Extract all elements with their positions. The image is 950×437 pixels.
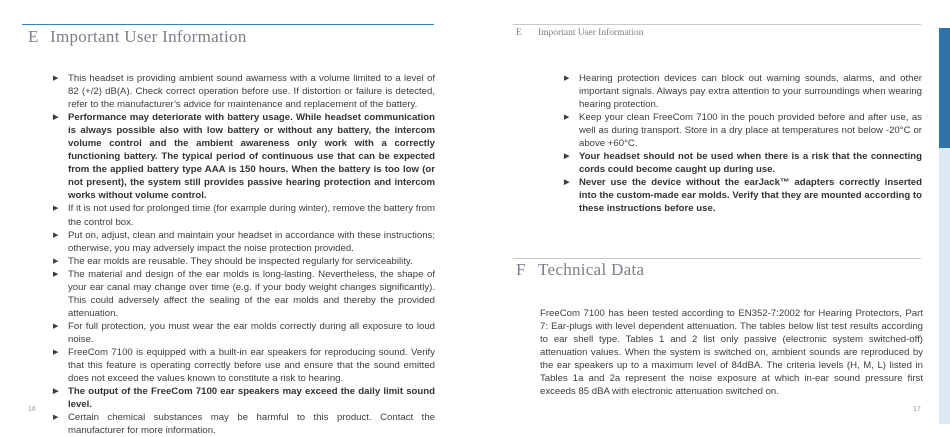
bullet-icon: ▶	[564, 179, 570, 187]
list-item-text: The output of the FreeCom 7100 ear speakers may exceed the daily limit sound level.	[68, 386, 435, 411]
bullet-icon: ▶	[53, 205, 59, 213]
section-heading-f	[516, 260, 644, 280]
list-item-text: FreeCom 7100 is equipped with a built-in ear speakers for reproducing sound. Verify that this feature is operating correctly before use and ensure that the sound emitted does not exceed the values known to constitute a risk to hearing.	[68, 346, 435, 385]
list-item	[564, 72, 922, 111]
tech-title: Technical Data	[538, 260, 645, 279]
list-item-text: The material and design of the ear molds is long-lasting. Nevertheless, the shape of your ear canal may change over time (e.g. if your body weight changes significantly). This could adversely affect the sealing of the ear molds and thereby the provided attenuation.	[68, 268, 435, 319]
bullet-icon: ▶	[564, 114, 570, 122]
header-rule	[513, 24, 921, 25]
list-item-text: Keep your clean FreeCom 7100 in the pouch provided before and after use, as well as during transport. Store in a dry place at temperatures not below -20°C or above +60°C.	[579, 112, 922, 150]
page-number-right: 17	[913, 406, 921, 413]
bullet-icon: ▶	[53, 388, 59, 396]
header-letter: E	[516, 28, 522, 38]
tech-letter: F	[516, 260, 526, 279]
list-item-text: For full protection, you must wear the ear molds correctly during all exposure to loud noise.	[68, 320, 435, 345]
list-item-text: The ear molds are reusable. They should be inspected regularly for serviceability.	[68, 255, 413, 267]
list-item	[53, 111, 435, 202]
list-item-text: Hearing protection devices can block out warning sounds, alarms, and other important signals. Always pay extra attention to your surroundings when wearing hearing protection.	[579, 73, 922, 111]
list-item	[53, 229, 435, 255]
list-item	[53, 202, 435, 228]
bullet-icon: ▶	[53, 231, 59, 239]
list-item	[53, 268, 435, 320]
section-title: Important User Information	[50, 27, 247, 46]
chapter-tab-active	[939, 28, 950, 148]
list-item-text: Certain chemical substances may be harmful to this product. Contact the manufacturer for more information.	[68, 412, 435, 437]
bullet-icon: ▶	[564, 75, 570, 82]
list-item	[53, 255, 435, 268]
technical-paragraph: FreeCom 7100 has been tested according to EN352-7:2002 for Hearing Protectors, Part 7: Ear-plugs with level dependent attenuation. The tables below list test results according to ear shell type. Tables 1 and 2 list only passive (electronic system switched-off) attenuation values. When the system is switched on, ambient sounds are reproduced by the ear speakers up to a maximum level of 84dBA. The criteria levels (H, M, L) listed in Tables 1a and 2a represent the noise exposure at which in-ear sound pressure first exceeds 85 dBA with electronic attenuation switched on.	[540, 308, 923, 398]
bullet-icon: ▶	[53, 114, 59, 122]
chapter-tab-background	[939, 148, 950, 424]
list-item-text: Your headset should not be used when there is a risk that the connecting cords could become caught up during use.	[579, 151, 922, 176]
bullet-icon: ▶	[53, 414, 59, 422]
list-item-text: This headset is providing ambient sound awarness with a volume limited to a level of 82 (+/2) dB(A). Check correct operation before use. If distortion or failure is detected, refer to the manufacturer’s advice for maintenance and replacement of the battery.	[68, 73, 435, 111]
list-item	[53, 411, 435, 437]
bullet-icon: ▶	[53, 322, 59, 330]
bullet-icon: ▶	[53, 270, 59, 278]
header-title: Important User Information	[538, 28, 644, 38]
running-header	[516, 28, 644, 38]
list-item-text: If it is not used for prolonged time (for example during winter), remove the battery from the control box.	[68, 203, 435, 228]
list-item	[564, 150, 922, 176]
list-item-text: Never use the device without the earJack™ adapters correctly inserted into the custom-made ear molds. Verify that they are mounted according to these instructions before use.	[579, 177, 922, 215]
list-item-text: Put on, adjust, clean and maintain your headset in accordance with these instructions; otherwise, you may adversely impact the noise protection provided.	[68, 229, 435, 254]
page-number-left: 16	[28, 406, 36, 413]
list-item	[53, 72, 435, 111]
bullet-icon: ▶	[53, 348, 59, 356]
technical-rule	[513, 258, 921, 259]
list-item	[53, 346, 435, 385]
section-letter: E	[28, 27, 39, 46]
bullet-list-right	[564, 72, 922, 216]
bullet-icon: ▶	[53, 257, 59, 265]
bullet-icon: ▶	[53, 75, 59, 82]
bullet-list-left	[53, 72, 435, 437]
list-item	[53, 385, 435, 411]
list-item	[564, 111, 922, 150]
section-rule	[22, 24, 434, 25]
bullet-icon: ▶	[564, 153, 570, 161]
section-heading-e	[28, 27, 247, 47]
list-item	[53, 320, 435, 346]
list-item	[564, 176, 922, 215]
list-item-text: Performance may deteriorate with battery usage. While headset communication is always possible also with low battery or without any battery, the intercom volume control and the ambient awareness only work with a correctly functioning battery. The typical period of continuous use that can be expected from the applied battery type AAA is 150 hours. When the battery is too low (or not present), the system still provides passive hearing protection and intercom works without volume control.	[68, 112, 435, 202]
